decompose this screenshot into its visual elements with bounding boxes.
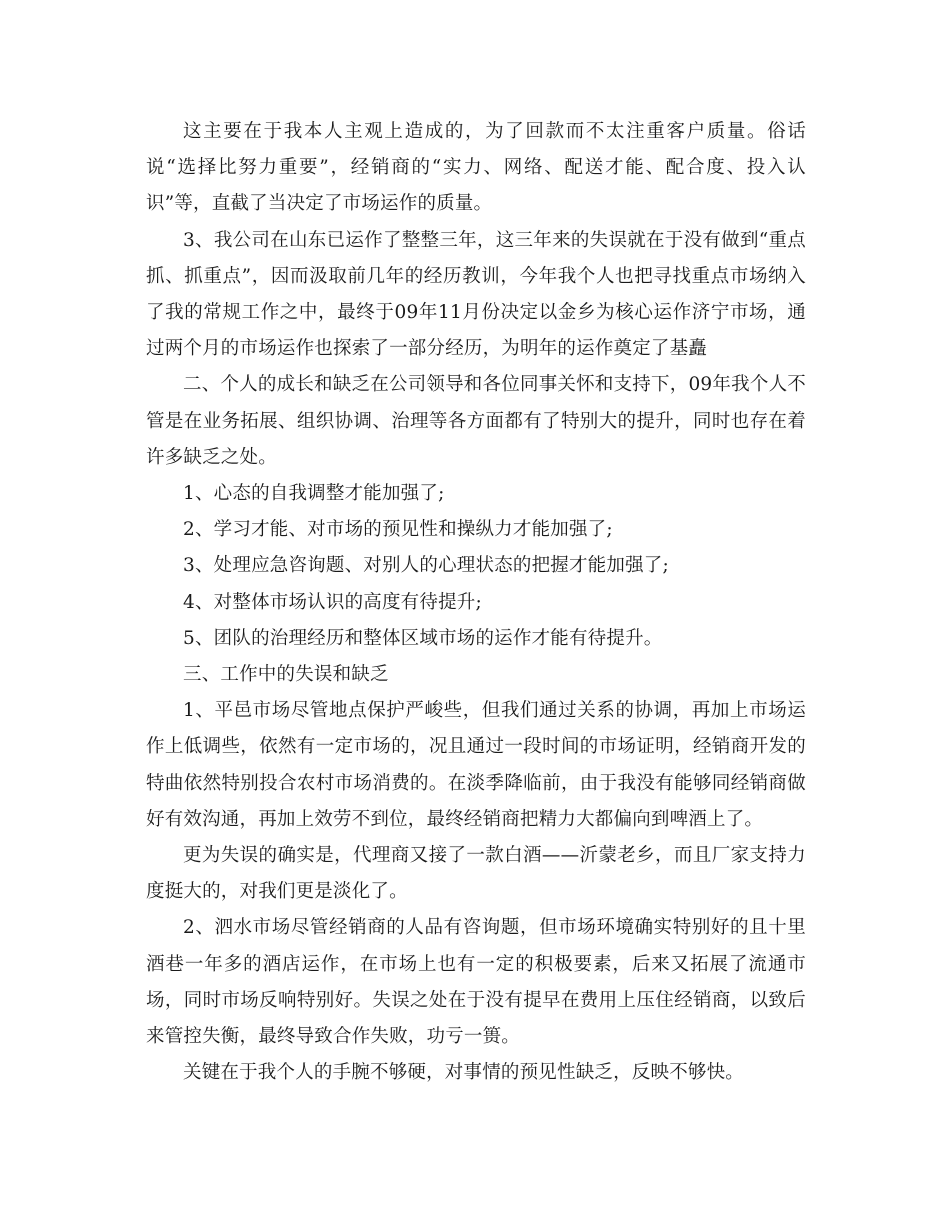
list-item: 4、对整体市场认识的高度有待提升;: [183, 591, 482, 613]
list-item: 5、团队的治理经历和整体区域市场的运作才能有待提升。: [183, 627, 663, 649]
paragraph-agent: 更为失误的确实是，代理商又接了一款白酒——沂蒙老乡，而且厂家支持力度挺大的，对我们更是淡化了。: [146, 845, 806, 903]
list-item: 2、学习才能、对市场的预见性和操纵力才能加强了;: [183, 519, 613, 541]
paragraph-sishui: 2、泗水市场尽管经销商的人品有咨询题，但市场环境确实特别好的且十里酒巷一年多的酒店运作，在市场上也有一定的积极要素，后来又拓展了流通市场，同时市场反响特别好。失误之处在于没有提早在费用上压住经销商，以致后来管控失衡，最终导致合作失败，功亏一篑。: [146, 917, 806, 1048]
paragraph-shandong: 3、我公司在山东已运作了整整三年，这三年来的失误就在于没有做到“重点抓、抓重点”，因而汲取前几年的经历教训，今年我个人也把寻找重点市场纳入了我的常规工作之中，最终于09年11月份决定以金乡为核心运作济宁市场，通过两个月的市场运作也探索了一部分经历，为明年的运作奠定了基矗: [146, 229, 806, 360]
paragraph-quality: 这主要在于我本人主观上造成的，为了回款而不太注重客户质量。俗话说“选择比努力重要”，经销商的“实力、网络、配送才能、配合度、投入认识”等，直截了当决定了市场运作的质量。: [146, 121, 806, 215]
paragraph-pingyi: 1、平邑市场尽管地点保护严峻些，但我们通过关系的协调，再加上市场运作上低调些，依然有一定市场的，况且通过一段时间的市场证明，经销商开发的特曲依然特别投合农村市场消费的。在淡季降临前，由于我没有能够同经销商做好有效沟通，再加上效劳不到位，最终经销商把精力大都偏向到啤酒上了。: [146, 700, 806, 830]
list-item: 3、处理应急咨询题、对别人的心理状态的把握才能加强了;: [183, 555, 669, 577]
document-body: [146, 114, 806, 1091]
paragraph-growth: 二、个人的成长和缺乏在公司领导和各位同事关怀和支持下，09年我个人不管是在业务拓展、组织协调、治理等各方面都有了特别大的提升，同时也存在着许多缺乏之处。: [146, 374, 806, 468]
list-item: 1、心态的自我调整才能加强了;: [183, 483, 445, 505]
paragraph-conclusion: 关键在于我个人的手腕不够硬，对事情的预见性缺乏，反映不够快。: [183, 1062, 745, 1084]
section-heading: 三、工作中的失误和缺乏: [183, 664, 389, 686]
